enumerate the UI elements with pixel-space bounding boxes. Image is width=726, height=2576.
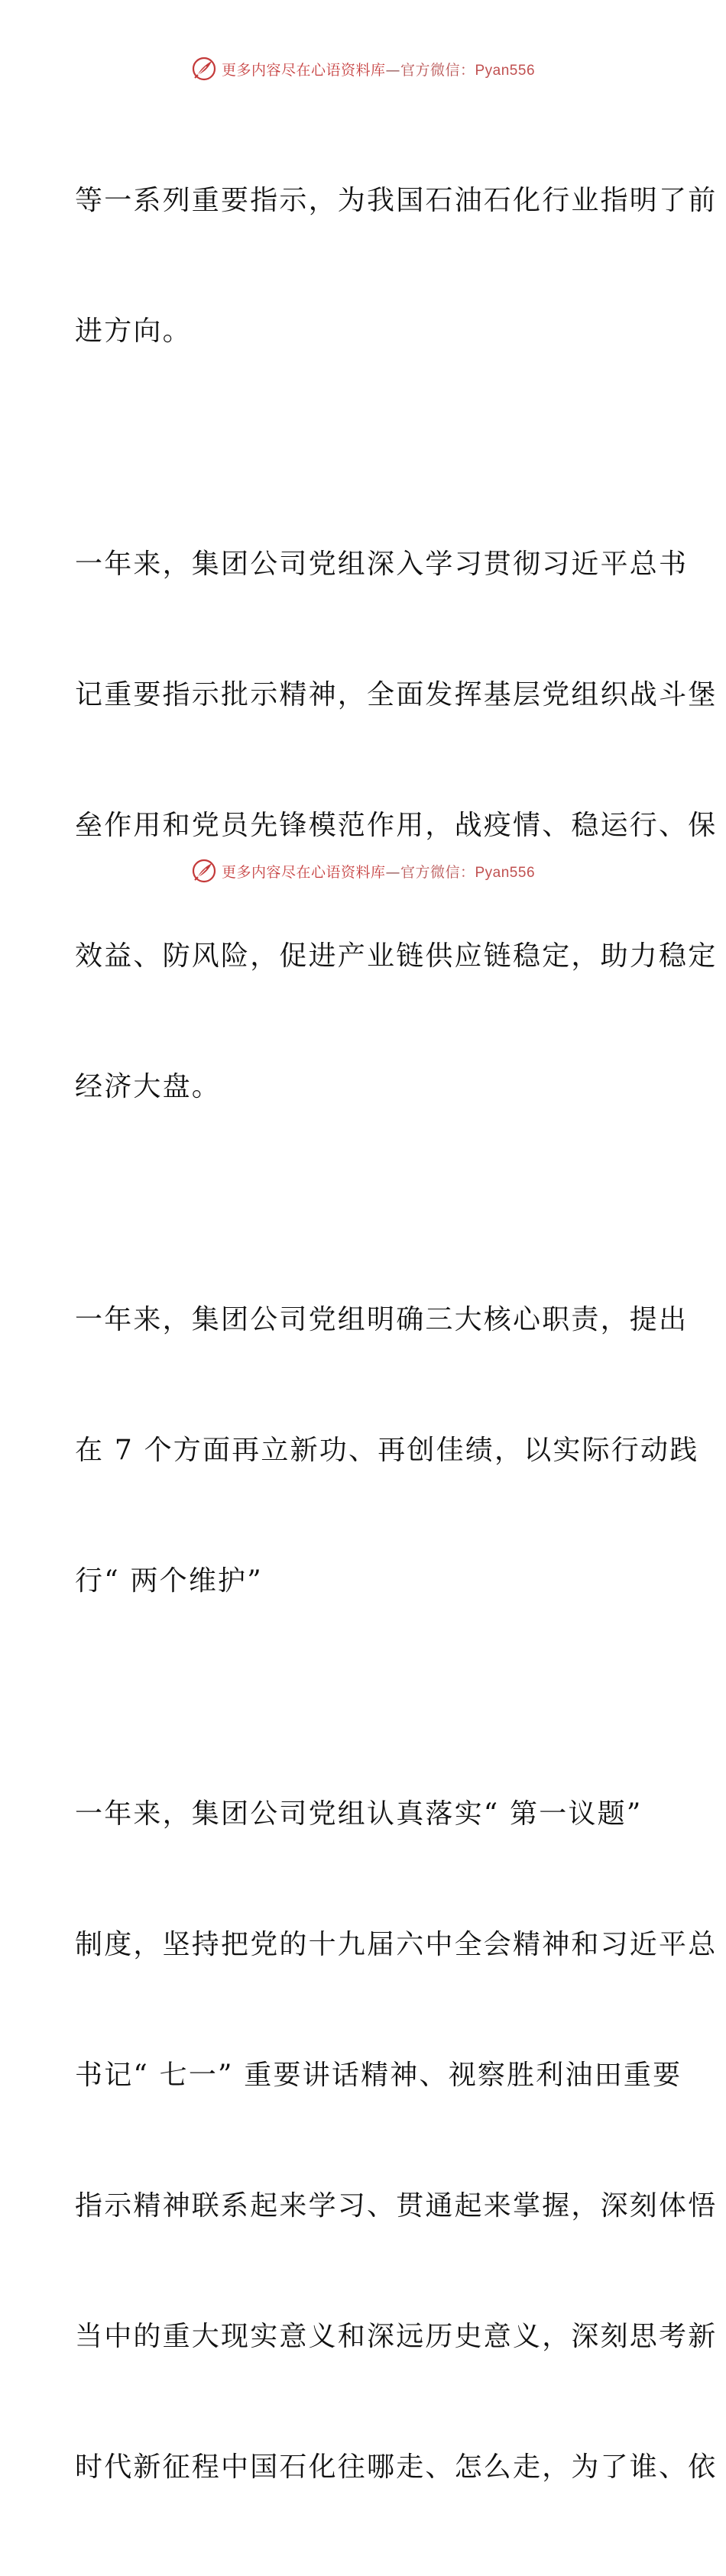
text-line: 进方向。	[75, 316, 192, 347]
text-line: 在 7 个方面再立新功、再创佳绩，以实际行动践	[75, 1435, 699, 1466]
header-wechat-id: Pyan556	[475, 62, 536, 79]
paragraph-2	[75, 455, 718, 1196]
text-line: 一年来，集团公司党组明确三大核心职责，提出	[75, 1304, 689, 1335]
footer-wechat-id: Pyan556	[475, 864, 536, 881]
text-line: 一年来，集团公司党组认真落实“ 第一议题”	[75, 1798, 643, 1830]
document-body	[75, 92, 718, 2576]
text-line: 书记“ 七一” 重要讲话精神、视察胜利油田重要	[75, 2060, 682, 2091]
text-line: 等一系列重要指示，为我国石油石化行业指明了前	[75, 185, 718, 216]
text-line: 记重要指示批示精神，全面发挥基层党组织战斗堡	[75, 679, 718, 710]
text-line: 行“ 两个维护”	[75, 1565, 263, 1597]
text-line: 一年来，集团公司党组深入学习贯彻习近平总书	[75, 549, 689, 580]
text-line: 当中的重大现实意义和深远历史意义，深刻思考新	[75, 2321, 718, 2352]
feather-pen-logo-icon	[191, 56, 217, 82]
text-line: 效益、防风险，促进产业链供应链稳定，助力稳定	[75, 940, 718, 972]
footer-banner-text	[222, 861, 535, 882]
text-line: 指示精神联系起来学习、贯通起来掌握，深刻体悟	[75, 2190, 718, 2222]
paragraph-1	[75, 92, 718, 440]
footer-banner	[0, 856, 726, 886]
header-banner-text	[222, 59, 535, 79]
feather-pen-logo-icon	[191, 858, 217, 884]
footer-site-text: 更多内容尽在心语资料库	[221, 863, 386, 881]
text-line: 垒作用和党员先锋模范作用，战疫情、稳运行、保	[75, 810, 718, 841]
header-banner	[0, 53, 726, 84]
header-wechat-label: 官方微信：	[400, 61, 475, 79]
text-line: 制度，坚持把党的十九届六中全会精神和习近平总	[75, 1929, 718, 1960]
header-site-text: 更多内容尽在心语资料库	[221, 61, 386, 79]
paragraph-4	[75, 1705, 718, 2576]
paragraph-3	[75, 1211, 699, 1690]
footer-wechat-label: 官方微信：	[400, 863, 475, 881]
text-line: 时代新征程中国石化往哪走、怎么走，为了谁、依	[75, 2451, 718, 2483]
text-line: 经济大盘。	[75, 1071, 222, 1102]
header-separator: —	[385, 61, 400, 79]
footer-separator: —	[385, 863, 400, 881]
